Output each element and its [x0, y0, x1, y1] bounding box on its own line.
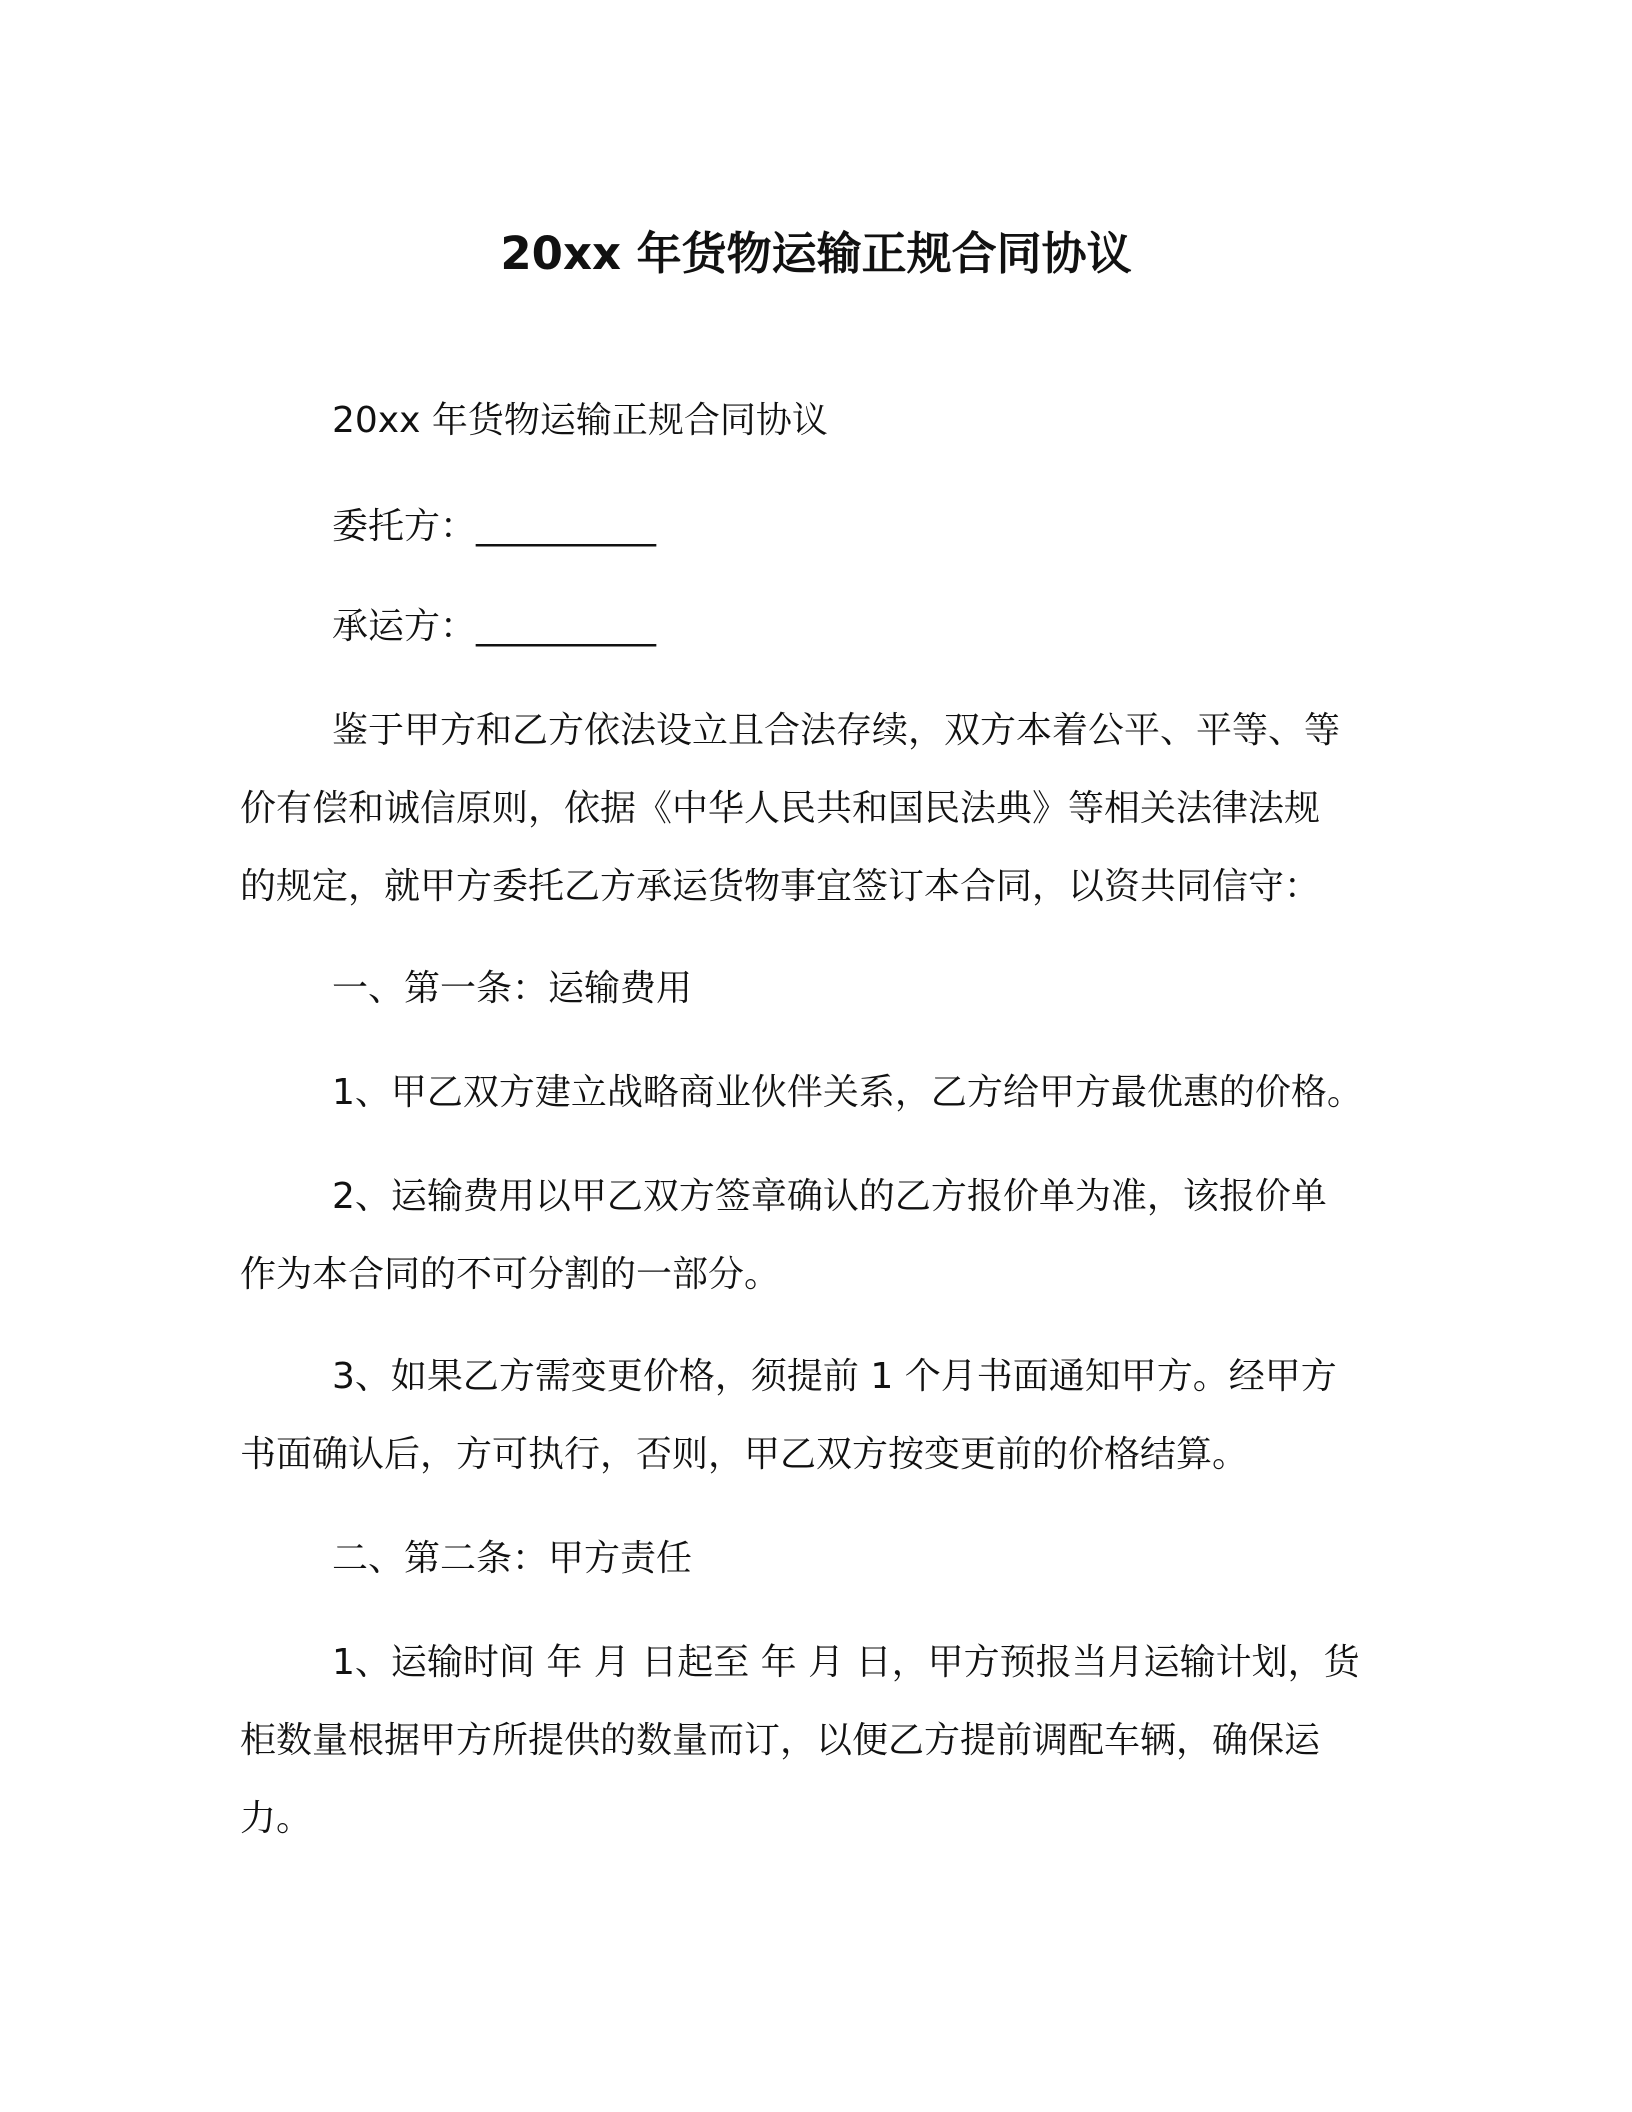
section-heading: 二、第二条：甲方责任 — [332, 1538, 693, 1579]
document-subtitle: 20xx 年货物运输正规合同协议 — [332, 400, 828, 441]
preamble-line: 鉴于甲方和乙方依法设立且合法存续，双方本着公平、平等、等 — [332, 710, 1341, 751]
clause-text: 力。 — [240, 1798, 313, 1839]
clause-text: 2、运输费用以甲乙双方签章确认的乙方报价单为准，该报价单 — [332, 1176, 1327, 1217]
clause-text: 1、运输时间 年 月 日起至 年 月 日，甲方预报当月运输计划，货 — [332, 1642, 1360, 1683]
clause-text: 作为本合同的不可分割的一部分。 — [240, 1254, 781, 1295]
document-title: 20xx 年货物运输正规合同协议 — [500, 227, 1132, 280]
clause-text: 1、甲乙双方建立战略商业伙伴关系，乙方给甲方最优惠的价格。 — [332, 1072, 1363, 1113]
preamble-line: 价有偿和诚信原则，依据《中华人民共和国民法典》等相关法律法规 — [240, 788, 1321, 829]
clause-text: 3、如果乙方需变更价格，须提前 1 个月书面通知甲方。经甲方 — [332, 1356, 1337, 1397]
party-a-line: 委托方：__________ — [332, 506, 657, 547]
clause-text: 书面确认后，方可执行，否则，甲乙双方按变更前的价格结算。 — [240, 1434, 1249, 1475]
section-heading: 一、第一条：运输费用 — [332, 968, 693, 1009]
preamble-line: 的规定，就甲方委托乙方承运货物事宜签订本合同，以资共同信守： — [240, 866, 1321, 907]
party-b-line: 承运方：__________ — [332, 606, 657, 647]
clause-text: 柜数量根据甲方所提供的数量而订，以便乙方提前调配车辆，确保运 — [240, 1720, 1321, 1761]
